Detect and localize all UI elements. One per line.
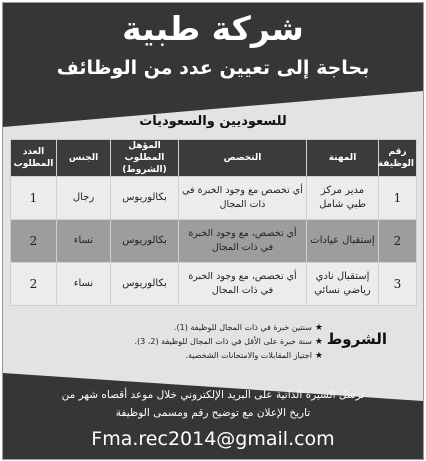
star-bullet-icon: ★ — [314, 337, 323, 347]
col-gender: الجنس — [57, 140, 111, 177]
cell-count: 2 — [11, 263, 57, 306]
jobs-table — [10, 139, 417, 306]
cell-specialization: أي تخصص، مع وجود الخبرة في ذات المجال — [179, 263, 307, 306]
table-row — [11, 263, 417, 306]
cell-profession: إستقبال عيادات — [307, 220, 379, 263]
cell-profession: مدير مركز طبي شامل — [307, 177, 379, 220]
list-item — [143, 321, 323, 335]
cell-qualification: بكالوريوس — [111, 177, 179, 220]
col-qualification: المؤهل المطلوب (الشروط) — [111, 140, 179, 177]
condition-text: اجتياز المقابلات والامتحانات الشخصية. — [185, 351, 312, 360]
cell-gender: نساء — [57, 220, 111, 263]
cell-job-number: 2 — [379, 220, 417, 263]
cell-count: 2 — [11, 220, 57, 263]
company-subtitle: بحاجة إلى تعيين عدد من الوظائف — [56, 57, 370, 79]
target-audience: للسعوديين والسعوديات — [139, 114, 287, 129]
condition-text: سنتين خبرة في ذات المجال للوظيفة (1). — [173, 323, 312, 332]
footer-instructions-line-1: ترسل السيرة الذاتية على البريد الإلكتروني خلال موعد أقصاه شهر من — [61, 389, 365, 401]
cell-job-number: 1 — [379, 177, 417, 220]
contact-email[interactable]: Fma.rec2014@gmail.com — [91, 428, 335, 450]
col-job-number: رقم الوظيفة — [379, 140, 417, 177]
cell-job-number: 3 — [379, 263, 417, 306]
star-bullet-icon: ★ — [314, 351, 323, 361]
condition-text: سنة خبرة على الأقل في ذات المجال للوظيفة (2، 3). — [134, 337, 312, 346]
cell-profession: إستقبال نادي رياضي نسائي — [307, 263, 379, 306]
cell-gender: نساء — [57, 263, 111, 306]
table-row — [11, 220, 417, 263]
company-title: شركة طبية — [122, 9, 304, 48]
table-row — [11, 177, 417, 220]
cell-qualification: بكالوريوس — [111, 263, 179, 306]
cell-specialization: أي تخصص، مع وجود الخبرة في ذات المجال — [179, 220, 307, 263]
footer-instructions-line-2: تاريخ الإعلان مع توضيح رقم ومسمى الوظيفة — [115, 407, 311, 419]
star-bullet-icon: ★ — [314, 323, 323, 333]
conditions-list — [134, 321, 323, 363]
list-item — [143, 349, 323, 363]
cell-gender: رجال — [57, 177, 111, 220]
col-profession: المهنة — [307, 140, 379, 177]
conditions-title: الشروط — [326, 330, 387, 348]
cell-count: 1 — [11, 177, 57, 220]
col-specialization: التخصص — [179, 140, 307, 177]
list-item — [134, 335, 323, 349]
col-count: العدد المطلوب — [11, 140, 57, 177]
job-advertisement — [2, 2, 424, 460]
cell-qualification: بكالوريوس — [111, 220, 179, 263]
cell-specialization: أي تخصص مع وجود الخبرة في ذات المجال — [179, 177, 307, 220]
table-header-row — [11, 140, 417, 177]
